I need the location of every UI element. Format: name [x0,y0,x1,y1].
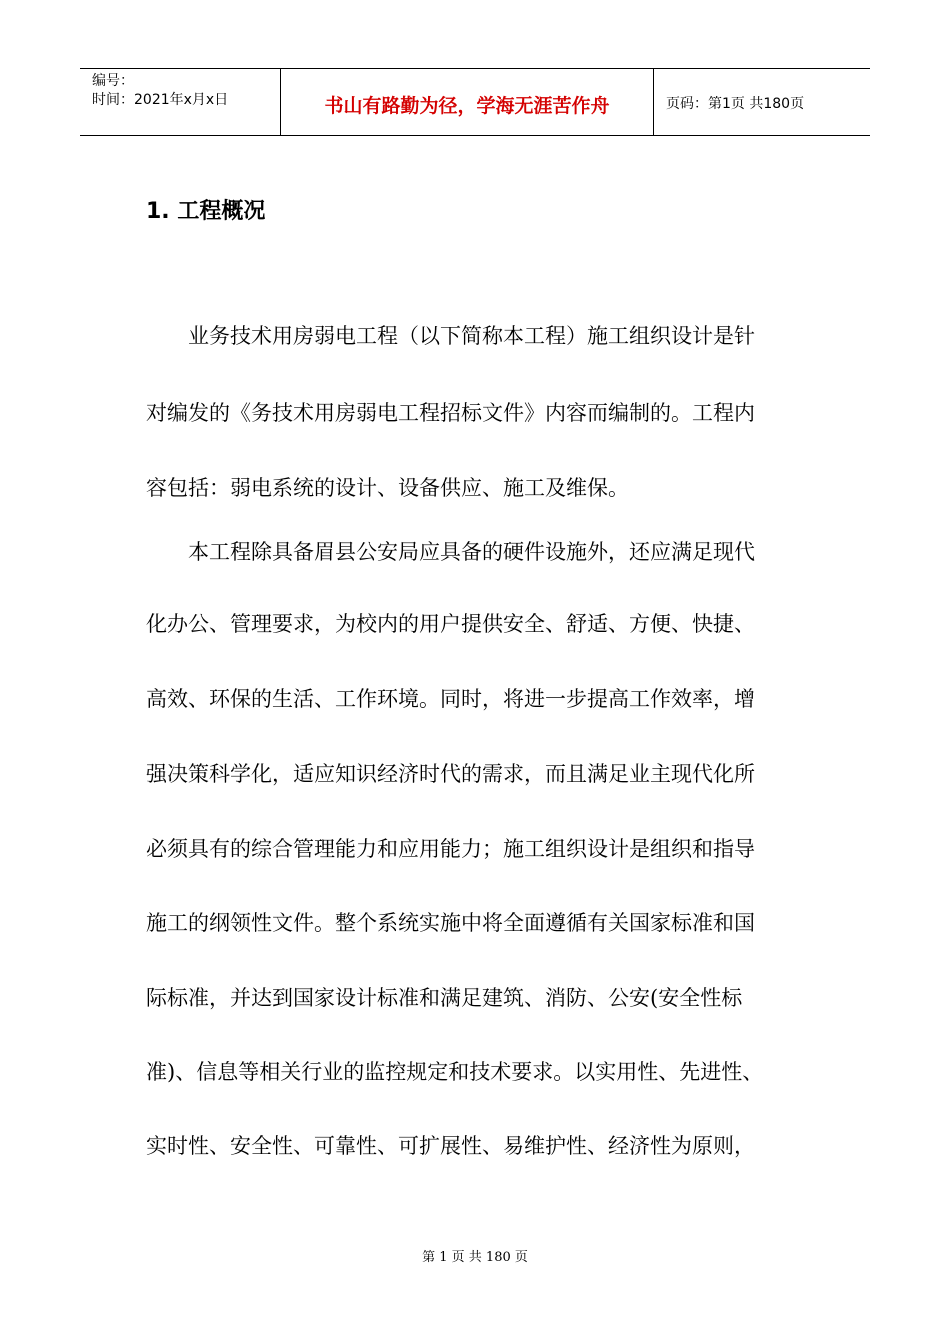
header-page-info: 页码：第1页 共180页 [666,96,805,112]
time-label: 时间：2021年x月x日 [92,92,229,108]
body-line: 实时性、安全性、可靠性、可扩展性、易维护性、经济性为原则， [146,1134,755,1158]
header-meta-cell [80,69,281,135]
header-table [80,68,870,136]
body-line: 强决策科学化，适应知识经济时代的需求，而且满足业主现代化所 [146,762,755,786]
header-motto: 书山有路勤为径，学海无涯苦作舟 [281,69,654,135]
body-line: 必须具有的综合管理能力和应用能力；施工组织设计是组织和指导 [146,837,755,861]
body-line: 本工程除具备眉县公安局应具备的硬件设施外，还应满足现代 [188,540,755,564]
page-footer: 第 1 页 共 180 页 [422,1250,528,1265]
body-line: 化办公、管理要求，为校内的用户提供安全、舒适、方便、快捷、 [146,612,755,636]
body-line: 施工的纲领性文件。整个系统实施中将全面遵循有关国家标准和国 [146,911,755,935]
section-heading: 1. 工程概况 [146,199,266,224]
body-line: 际标准，并达到国家设计标准和满足建筑、消防、公安(安全性标 [146,986,743,1010]
body-line: 准)、信息等相关行业的监控规定和技术要求。以实用性、先进性、 [146,1060,764,1084]
body-line: 对编发的《务技术用房弱电工程招标文件》内容而编制的。工程内 [146,401,755,425]
body-line: 容包括：弱电系统的设计、设备供应、施工及维保。 [146,476,629,500]
body-line: 高效、环保的生活、工作环境。同时，将进一步提高工作效率，增 [146,687,755,711]
body-line: 业务技术用房弱电工程（以下简称本工程）施工组织设计是针 [188,324,755,348]
serial-number-label: 编号： [92,73,134,89]
